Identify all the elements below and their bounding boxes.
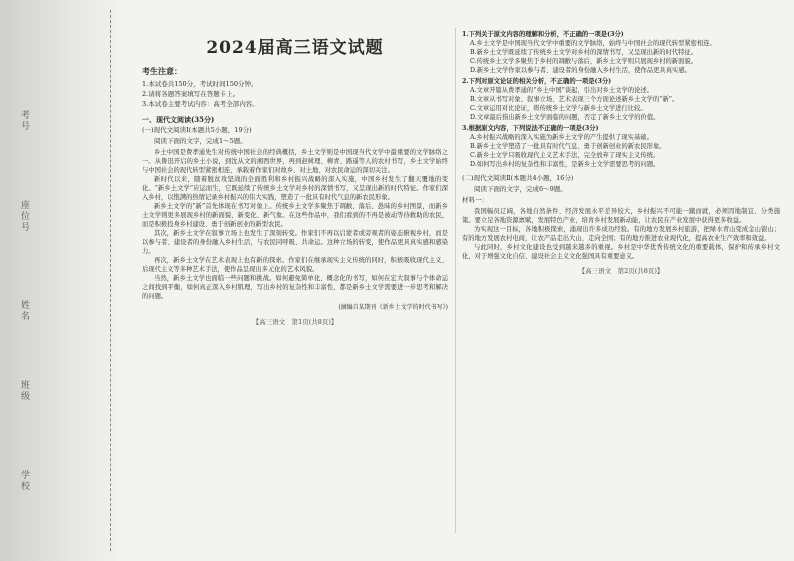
note-item: 3.本试卷主要考试内容：高考全部内容。 bbox=[142, 100, 259, 108]
passage-paragraph: 新时代以来，随着脱贫攻坚战的全面胜利和乡村振兴战略的深入实施，中国乡村发生了翻天覆地的变化。“新乡土文学”应运而生，它既延续了传统乡土文学对乡村的深情书写，又呈现出新的时代特征。作家们深入乡村，以饱满的热情记录乡村振兴的伟大实践，塑造了一批具有时代气息的新农民形象。 bbox=[142, 176, 448, 201]
passage-paragraph: 与此同时，乡村文化建设也受到越来越多的重视。乡村是中华优秀传统文化的重要载体，保护和传承乡村文化，对于增强文化自信、建设社会主义文化强国具有重要意义。 bbox=[462, 244, 780, 260]
question-option: A.乡村振兴战略的深入实施为新乡土文学的产生提供了现实基础。 bbox=[470, 134, 653, 141]
notes-heading: 考生注意： bbox=[142, 66, 182, 76]
question-option: D.文章最后指出新乡土文学面临的问题，否定了新乡土文学的价值。 bbox=[470, 114, 660, 121]
passage-source: (摘编自某期刊《新乡土文学的时代书写》) bbox=[338, 304, 448, 311]
passage-paragraph: 乡土中国是费孝通先生对传统中国社会的经典概括，乡土文学则是中国现当代文学中最重要的文学脉络之一。从鲁迅开启的乡土小说，到沈从文的湘西世界，再到赵树理、柳青、路遥等人的农村书写，乡土文学始终与中国社会的现代转型紧密相连，承载着作家们对故乡、对土地、对农民命运的深切关注。 bbox=[142, 149, 448, 174]
page-footer: 【高三语文 第1页(共8页)】 bbox=[252, 318, 338, 326]
question-option: B.新乡土文学既延续了传统乡土文学对乡村的深情书写，又呈现出新的时代特征。 bbox=[470, 49, 698, 56]
left-column bbox=[142, 28, 448, 327]
reading-instruction: 阅读下面的文字，完成6～9题。 bbox=[474, 185, 567, 193]
question-option: A.文章开篇从费孝通的“乡土中国”谈起，引出对乡土文学的论述。 bbox=[470, 87, 654, 94]
exam-title: 2024届高三语文试题 bbox=[206, 38, 384, 58]
binding-cut-line bbox=[110, 10, 111, 551]
question-option: B.新乡土文学塑造了一批具有时代气息、勇于创新创业的新农民形象。 bbox=[470, 143, 666, 150]
binding-label: 考号 bbox=[19, 110, 29, 132]
note-item: 2.请将各题答案填写在答题卡上。 bbox=[142, 90, 240, 98]
binding-label: 姓名 bbox=[19, 300, 29, 322]
page-footer: 【高三语文 第2页(共8页)】 bbox=[578, 267, 664, 275]
material-title: 材料一： bbox=[462, 196, 488, 204]
question-stem: 3.根据原文内容，下列说法不正确的一项是(3分) bbox=[462, 125, 599, 132]
passage-paragraph: 再次，新乡土文学在艺术表现上也有新的探索。作家们在继承现实主义传统的同时，积极吸收现代主义、后现代主义等多种艺术手法，使作品呈现出多元化的艺术风貌。 bbox=[142, 257, 448, 273]
question-option: C.新乡土文学只吸收现代主义艺术手法，完全放弃了现实主义传统。 bbox=[470, 152, 660, 159]
subsection-heading: (二)现代文阅读Ⅱ(本题共4小题，16分) bbox=[462, 174, 574, 182]
question-option: D.如何写出乡村的复杂性和丰富性，是新乡土文学需要思考的问题。 bbox=[470, 161, 660, 168]
passage-paragraph: 为实现这一目标，各地积极探索，涌现出许多成功经验。有的地方发展乡村旅游，把绿水青山变成金山银山；有的地方发展农村电商，让农产品走出大山、走向全国；有的地方推进农业现代化，提高农业生产效率和效益。 bbox=[462, 226, 780, 242]
question-stem: 1.下列关于原文内容的理解和分析，不正确的一项是(3分) bbox=[462, 31, 624, 38]
section-heading: 一、现代文阅读(35分) bbox=[142, 115, 215, 124]
passage-paragraph: 当然，新乡土文学也面临一些问题和挑战。如何避免简单化、概念化的书写，如何在宏大叙事与个体命运之间找到平衡，如何真正深入乡村肌理，写出乡村的复杂性和丰富性，都是新乡土文学需要进一步思考和解决的问题。 bbox=[142, 275, 448, 300]
question-stem: 2.下列对原文论证的相关分析，不正确的一项是(3分) bbox=[462, 78, 612, 85]
question-option: B.文章从书写对象、叙事立场、艺术表现三个方面论述新乡土文学的“新”。 bbox=[470, 96, 679, 103]
question-option: C.文章运用对比论证，将传统乡土文学与新乡土文学进行比较。 bbox=[470, 105, 647, 112]
reading-instruction: 阅读下面的文字，完成1～5题。 bbox=[154, 137, 247, 145]
column-divider bbox=[455, 28, 456, 533]
question-option: D.新乡土文学作家以参与者、建设者的身份融入乡村生活，使作品更具真实感。 bbox=[470, 67, 691, 74]
binding-label: 学校 bbox=[19, 470, 29, 492]
question-option: A.乡土文学是中国现当代文学中重要的文学脉络，始终与中国社会的现代转型紧密相连。 bbox=[470, 40, 716, 47]
binding-label: 班级 bbox=[19, 380, 29, 402]
binding-label: 座位号 bbox=[19, 200, 29, 233]
passage-paragraph: 我国幅员辽阔，各地自然条件、经济发展水平差异较大，乡村振兴不可能一蹴而就，必须因地制宜、分类施策。要立足各地资源禀赋，发展特色产业，培育乡村发展新动能，让农民在产业发展中获得更多收益。 bbox=[462, 208, 780, 224]
right-column bbox=[462, 28, 780, 276]
note-item: 1.本试卷共150分，考试时间150分钟。 bbox=[142, 80, 258, 88]
binding-margin bbox=[0, 0, 118, 561]
question-option: C.传统乡土文学多聚焦于乡村的凋敝与落后，新乡土文学则只展现乡村的新面貌。 bbox=[470, 58, 697, 65]
passage-paragraph: 新乡土文学的“新”首先体现在书写对象上。传统乡土文学多聚焦于凋敝、落后、愚昧的乡村图景，而新乡土文学则更多展现乡村的新面貌、新变化、新气象。在这些作品中，我们看到的不再是被动等待救助的农民，而是积极投身乡村建设、勇于创新创业的新型农民。 bbox=[142, 203, 448, 228]
passage-paragraph: 其次，新乡土文学在叙事立场上也发生了深刻转变。作家们不再以启蒙者或旁观者的姿态俯视乡村，而是以参与者、建设者的身份融入乡村生活，与农民同呼吸、共命运。这种立场的转变，使作品更具真实感和感染力。 bbox=[142, 230, 448, 255]
subsection-heading: (一)现代文阅读Ⅰ(本题共5小题，19分) bbox=[142, 126, 252, 134]
